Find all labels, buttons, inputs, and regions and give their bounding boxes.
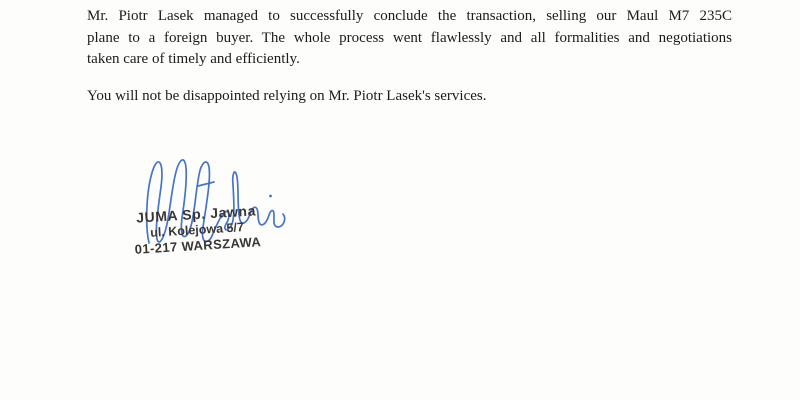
stamp-street-address: ul. Kolejowa 5/7	[149, 220, 245, 240]
stamp-company-name: JUMA Sp. Jawna	[135, 202, 257, 226]
text-line-2: plane to a foreign buyer. The whole process went flawlessly and all formalities and negotiations	[87, 29, 732, 46]
signature-crossbar-stroke	[198, 182, 214, 186]
company-stamp	[123, 202, 272, 258]
text-line-1: Mr. Piotr Lasek managed to successfully conclude the transaction, selling our Maul M7 235C	[87, 8, 732, 24]
signature-ink-dot	[269, 195, 272, 198]
paragraph-recommendation: You will not be disappointed relying on Mr. Piotr Lasek's services.	[87, 87, 487, 104]
letter-body	[87, 6, 732, 107]
text-line-3: taken care of timely and efficiently.	[87, 51, 300, 67]
stamp-postal-city: 01-217 WARSZAWA	[134, 234, 262, 257]
paragraph-transaction	[87, 6, 732, 71]
